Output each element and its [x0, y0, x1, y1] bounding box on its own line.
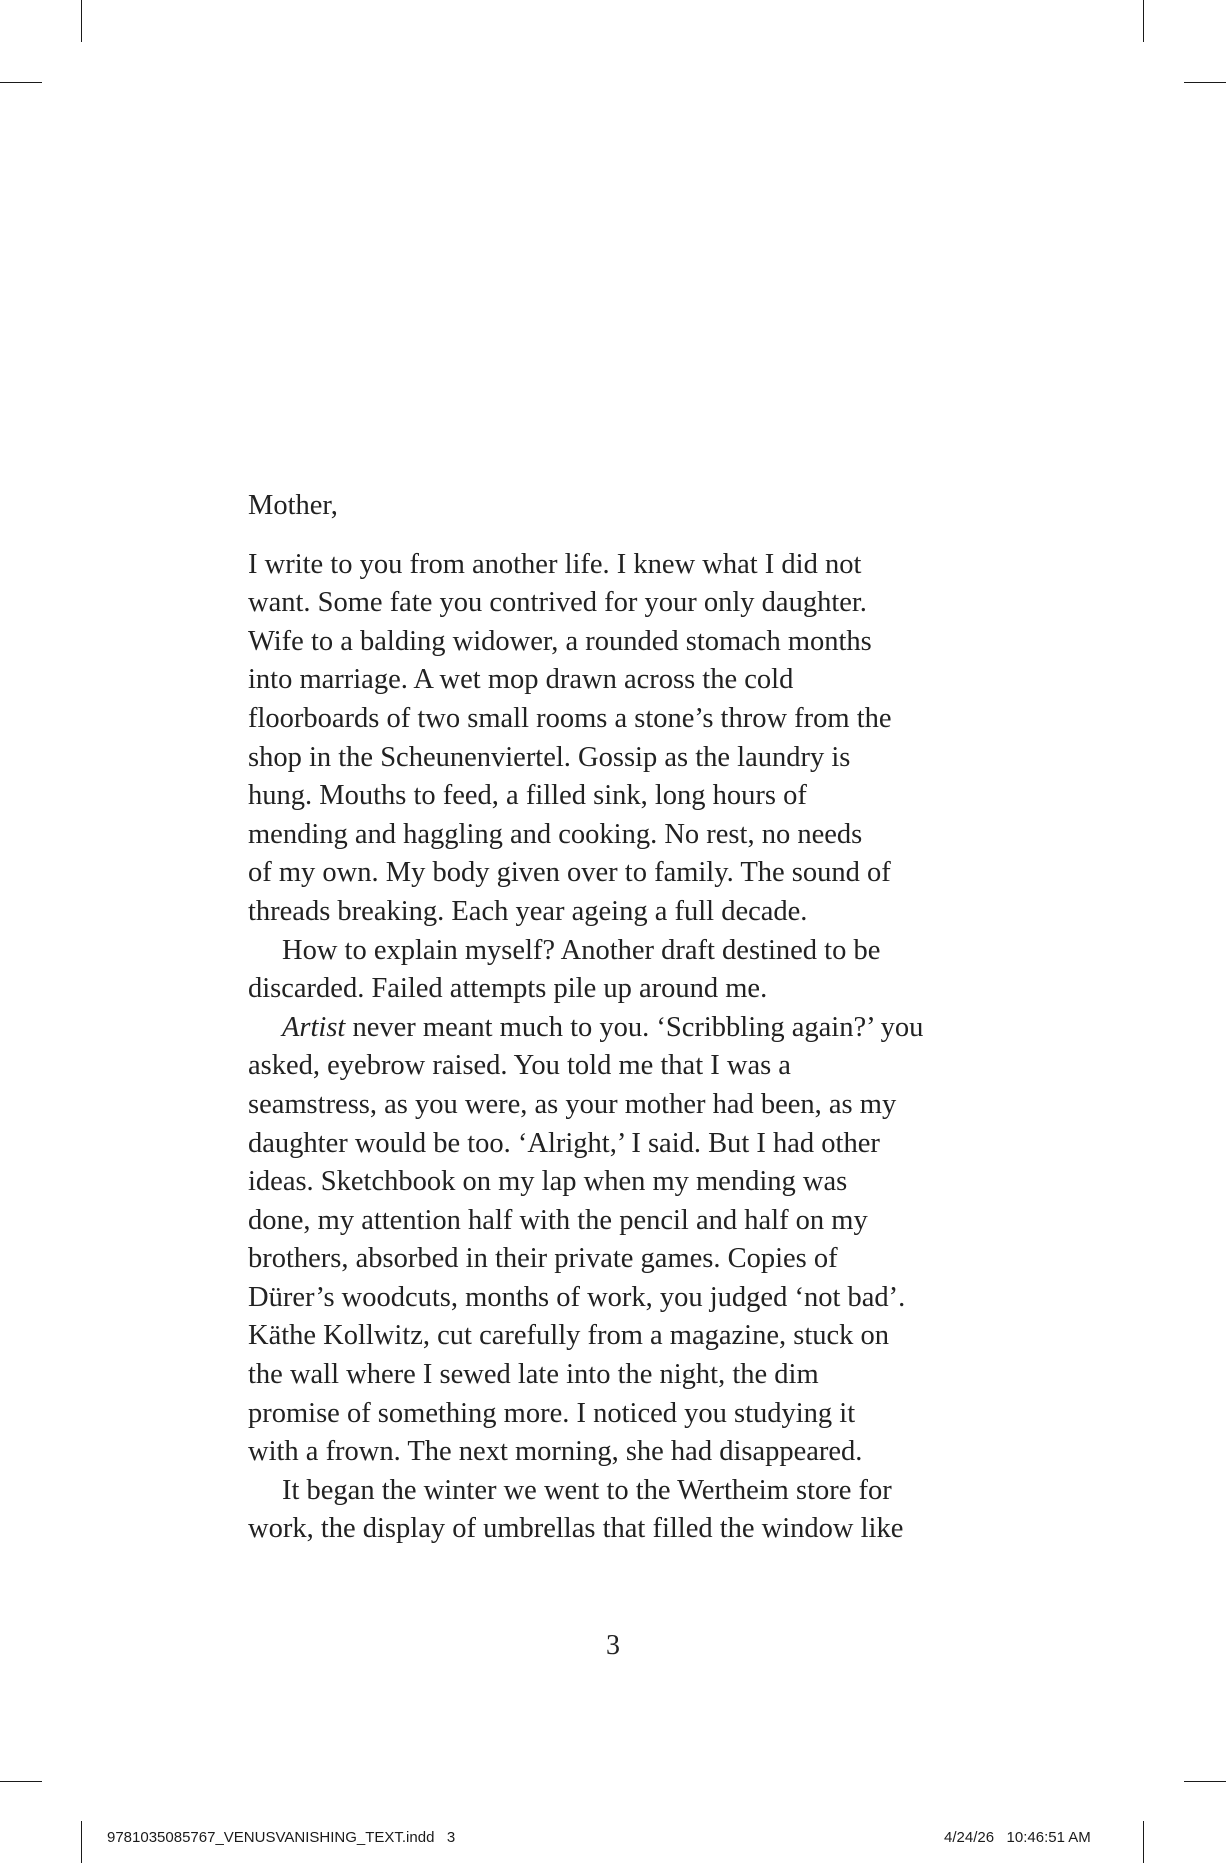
text-line: Dürer’s woodcuts, months of work, you judged ‘not bad’.	[248, 1281, 906, 1313]
text-line	[248, 1009, 1008, 1048]
text-line: threads breaking. Each year ageing a full decade.	[248, 895, 808, 927]
italic-word: Artist	[282, 1011, 346, 1043]
text-line: asked, eyebrow raised. You told me that I was a	[248, 1050, 791, 1082]
text-line: hung. Mouths to feed, a filled sink, long hours of	[248, 780, 807, 812]
paragraph-2	[248, 932, 1008, 1009]
crop-mark-top-left	[81, 0, 82, 42]
body-text	[248, 487, 1008, 1549]
crop-mark-bottom-right-h	[1184, 1781, 1226, 1782]
page-number: 3	[606, 1630, 620, 1661]
text-line: promise of something more. I noticed you studying it	[248, 1397, 856, 1429]
text-line: Wife to a balding widower, a rounded stomach months	[248, 625, 872, 657]
paragraph-1	[248, 546, 1008, 932]
text-line: seamstress, as you were, as your mother had been, as my	[248, 1088, 897, 1120]
text-line: the wall where I sewed late into the night, the dim	[248, 1359, 819, 1391]
crop-mark-bottom-right	[1143, 1821, 1144, 1863]
paragraph-4	[248, 1472, 1008, 1549]
text-line: discarded. Failed attempts pile up around me.	[248, 973, 768, 1005]
text-line: with a frown. The next morning, she had disappeared.	[248, 1436, 863, 1468]
text-line: of my own. My body given over to family. The sound of	[248, 857, 891, 889]
text-fragment: never meant much to you. ‘Scribbling again?’ you	[345, 1011, 924, 1043]
crop-mark-bottom-left	[81, 1821, 82, 1863]
text-line: done, my attention half with the pencil and half on my	[248, 1204, 868, 1236]
text-line: How to explain myself? Another draft destined to be	[282, 934, 881, 966]
crop-mark-top-left-h	[0, 82, 42, 83]
crop-mark-top-right-h	[1184, 82, 1226, 83]
text-line: mending and haggling and cooking. No rest, no needs	[248, 818, 863, 850]
text-line: work, the display of umbrellas that filled the window like	[248, 1513, 904, 1545]
text-line: floorboards of two small rooms a stone’s throw from the	[248, 702, 892, 734]
slug-timestamp: 4/24/26 10:46:51 AM	[944, 1829, 1091, 1846]
text-line: into marriage. A wet mop drawn across the cold	[248, 664, 794, 696]
text-line: ideas. Sketchbook on my lap when my mending was	[248, 1166, 848, 1198]
crop-mark-bottom-left-h	[0, 1781, 42, 1782]
text-line: shop in the Scheunenviertel. Gossip as the laundry is	[248, 741, 851, 773]
text-line: I write to you from another life. I knew what I did not	[248, 548, 862, 580]
text-line: daughter would be too. ‘Alright,’ I said. But I had other	[248, 1127, 880, 1159]
slug-filename: 9781035085767_VENUSVANISHING_TEXT.indd 3	[107, 1829, 456, 1846]
text-line: It began the winter we went to the Wertheim store for	[282, 1474, 892, 1506]
text-line: want. Some fate you contrived for your only daughter.	[248, 587, 867, 619]
crop-mark-top-right	[1143, 0, 1144, 42]
paragraph-3	[248, 1009, 1008, 1472]
text-line: Käthe Kollwitz, cut carefully from a magazine, stuck on	[248, 1320, 890, 1352]
salutation: Mother,	[248, 490, 338, 521]
text-line: brothers, absorbed in their private games. Copies of	[248, 1243, 838, 1275]
